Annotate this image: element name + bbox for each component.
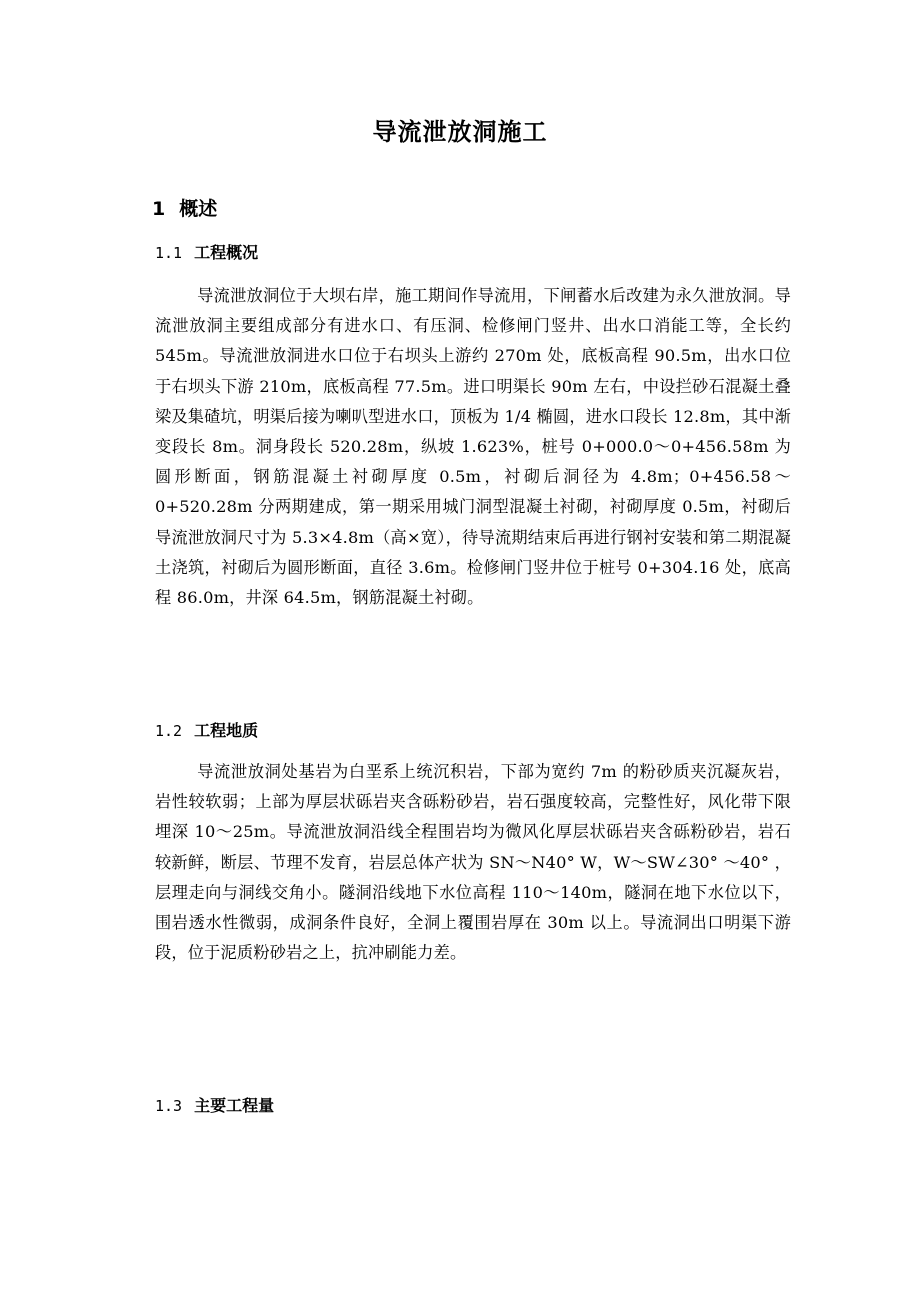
- section-1-title: 概述: [179, 198, 218, 220]
- section-1-3-number: 1.3: [155, 1097, 183, 1115]
- section-1-2-heading: [155, 718, 258, 741]
- section-1-2-number: 1.2: [155, 722, 183, 740]
- document-title: 导流泄放洞施工: [372, 118, 548, 146]
- section-1-2-title: 工程地质: [194, 721, 259, 740]
- section-1-1-number: 1.1: [155, 244, 183, 262]
- section-1-number: 1: [152, 198, 166, 220]
- section-1-heading: [152, 194, 217, 221]
- section-1-3-title: 主要工程量: [194, 1096, 275, 1115]
- section-1-1-title: 工程概况: [194, 243, 259, 262]
- section-1-1-paragraph: 导流泄放洞位于大坝右岸，施工期间作导流用，下闸蓄水后改建为永久泄放洞。导流泄放洞主要组成部分有进水口、有压洞、检修闸门竖井、出水口消能工等，全长约 545m。导流泄放洞进水口位于右坝头上游约 270m 处，底板高程 90.5m，出水口位于右坝头下游 210m，底板高程 77.5m。进口明渠长 90m 左右，中设拦砂石混凝土叠梁及集碴坑，明渠后接为喇叭型进水口，顶板为 1/4 椭圆，进水口段长 12.8m，其中渐变段长 8m。洞身段长 520.28m，纵坡 1.623%，桩号 0+000.0～0+456.58m 为圆形断面，钢筋混凝土衬砌厚度 0.5m，衬砌后洞径为 4.8m；0+456.58～0+520.28m 分两期建成，第一期采用城门洞型混凝土衬砌，衬砌厚度 0.5m，衬砌后导流泄放洞尺寸为 5.3×4.8m（高×宽），待导流期结束后再进行钢衬安装和第二期混凝土浇筑，衬砌后为圆形断面，直径 3.6m。检修闸门竖井位于桩号 0+304.16 处，底高程 86.0m，井深 64.5m，钢筋混凝土衬砌。: [155, 286, 791, 608]
- section-1-2-paragraph: 导流泄放洞处基岩为白垩系上统沉积岩，下部为宽约 7m 的粉砂质夹沉凝灰岩，岩性较软弱；上部为厚层状砾岩夹含砾粉砂岩，岩石强度较高，完整性好，风化带下限埋深 10～25m。导流泄放洞沿线全程围岩均为微风化厚层状砾岩夹含砾粉砂岩，岩石较新鲜，断层、节理不发育，岩层总体产状为 SN～N40° W，W～SW∠30° ～40° ，层理走向与洞线交角小。隧洞沿线地下水位高程 110～140m，隧洞在地下水位以下，围岩透水性微弱，成洞条件良好，全洞上覆围岩厚在 30m 以上。导流洞出口明渠下游段，位于泥质粉砂岩之上，抗冲刷能力差。: [155, 762, 791, 963]
- section-1-1-heading: [155, 240, 258, 263]
- section-1-3-heading: [155, 1093, 274, 1116]
